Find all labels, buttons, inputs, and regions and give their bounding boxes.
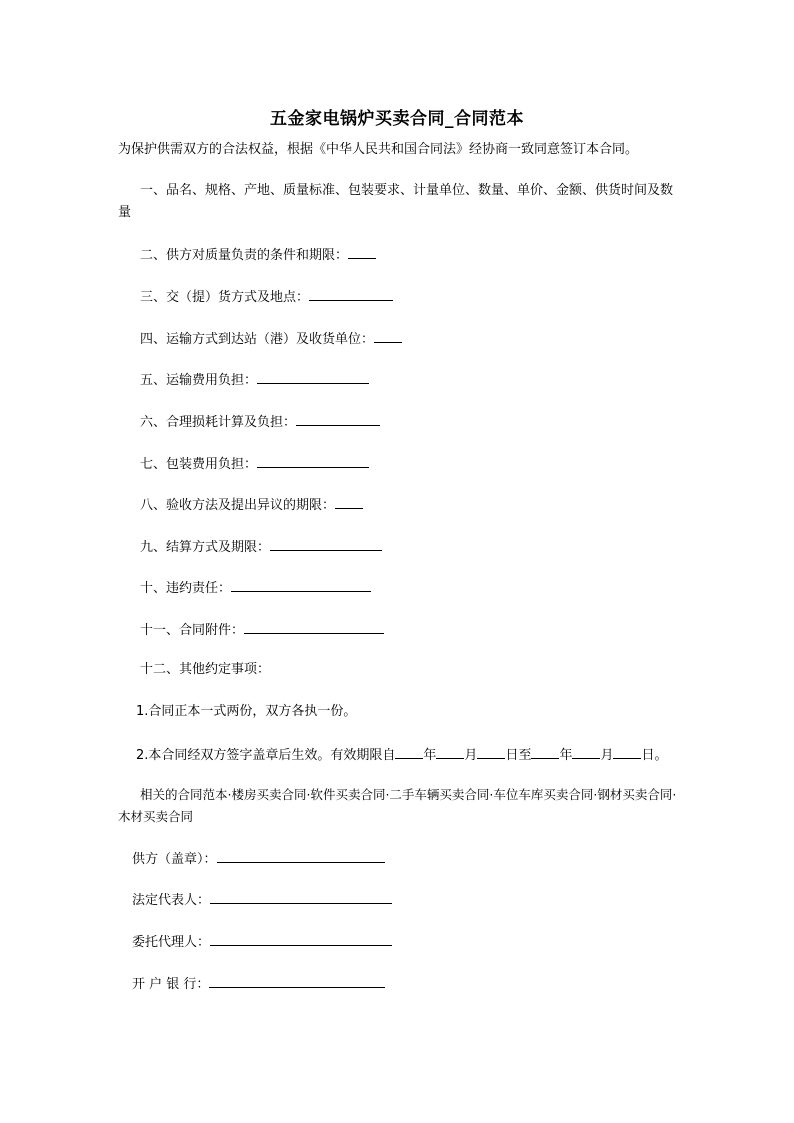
- clause-11-blank[interactable]: [244, 619, 384, 634]
- signature-bank: [132, 973, 385, 995]
- start-day-label: 日至: [505, 748, 532, 763]
- clause-5-label: 五、运输费用负担：: [140, 373, 258, 388]
- clause-6-blank[interactable]: [296, 411, 380, 426]
- clause-3: [140, 286, 393, 308]
- clause-4-label: 四、运输方式到达站（港）及收货单位：: [140, 332, 375, 347]
- start-day-blank[interactable]: [477, 744, 505, 759]
- signature-agent: [132, 931, 392, 953]
- clause-7: [140, 453, 369, 475]
- clause-3-label: 三、交（提）货方式及地点：: [140, 290, 310, 305]
- clause-1: 一、品名、规格、产地、质量标准、包装要求、计量单位、数量、单价、金额、供货时间及数量: [118, 183, 674, 220]
- related-templates: 相关的合同范本·楼房买卖合同·软件买卖合同·二手车辆买卖合同·车位车库买卖合同·钢材买卖合同·木材买卖合同: [118, 787, 677, 824]
- signature-supplier: [132, 848, 385, 870]
- item-1: 1.合同正本一式两份，双方各执一份。: [136, 704, 357, 719]
- signature-legal-rep-blank[interactable]: [210, 889, 392, 904]
- clause-8: [140, 494, 363, 516]
- clause-10-blank[interactable]: [231, 577, 371, 592]
- end-day-label: 日。: [641, 748, 668, 763]
- clause-9-label: 九、结算方式及期限：: [140, 540, 271, 555]
- clause-7-blank[interactable]: [257, 453, 369, 468]
- signature-supplier-blank[interactable]: [217, 848, 385, 863]
- clause-10-label: 十、违约责任：: [140, 581, 232, 596]
- item-2: [136, 744, 668, 766]
- clause-4-blank[interactable]: [374, 328, 402, 343]
- start-month-blank[interactable]: [436, 744, 464, 759]
- intro-paragraph: 为保护供需双方的合法权益，根据《中华人民共和国合同法》经协商一致同意签订本合同。: [118, 142, 639, 157]
- end-year-blank[interactable]: [531, 744, 559, 759]
- clause-11: [140, 619, 384, 641]
- item-2-prefix: 2.本合同经双方签字盖章后生效。有效期限自: [136, 748, 396, 763]
- clause-7-label: 七、包装费用负担：: [140, 457, 258, 472]
- signature-agent-label: 委托代理人：: [132, 935, 211, 950]
- end-month-blank[interactable]: [572, 744, 600, 759]
- clause-5: [140, 369, 369, 391]
- signature-bank-blank[interactable]: [209, 973, 385, 988]
- clause-3-blank[interactable]: [309, 286, 393, 301]
- clause-11-label: 十一、合同附件：: [140, 623, 245, 638]
- clause-6-label: 六、合理损耗计算及负担：: [140, 415, 297, 430]
- start-month-label: 月: [464, 748, 478, 763]
- end-day-blank[interactable]: [613, 744, 641, 759]
- start-year-blank[interactable]: [395, 744, 423, 759]
- signature-agent-blank[interactable]: [210, 931, 392, 946]
- signature-supplier-label: 供方（盖章）：: [132, 852, 217, 867]
- clause-2-label: 二、供方对质量负责的条件和期限：: [140, 248, 349, 263]
- clause-5-blank[interactable]: [257, 369, 369, 384]
- clause-6: [140, 411, 380, 433]
- start-year-label: 年: [423, 748, 437, 763]
- clause-2: [140, 244, 376, 266]
- end-year-label: 年: [559, 748, 573, 763]
- page-title: 五金家电锅炉买卖合同_合同范本: [270, 109, 524, 129]
- end-month-label: 月: [600, 748, 614, 763]
- signature-legal-rep-label: 法定代表人：: [132, 893, 211, 908]
- clause-9: [140, 536, 382, 558]
- clause-9-blank[interactable]: [270, 536, 382, 551]
- clause-4: [140, 328, 402, 350]
- clause-12: 十二、其他约定事项：: [140, 662, 271, 677]
- clause-2-blank[interactable]: [348, 244, 376, 259]
- clause-8-label: 八、验收方法及提出异议的期限：: [140, 498, 336, 513]
- clause-8-blank[interactable]: [335, 494, 363, 509]
- signature-legal-rep: [132, 889, 392, 911]
- signature-bank-label: 开 户 银 行：: [132, 977, 210, 992]
- clause-10: [140, 577, 371, 599]
